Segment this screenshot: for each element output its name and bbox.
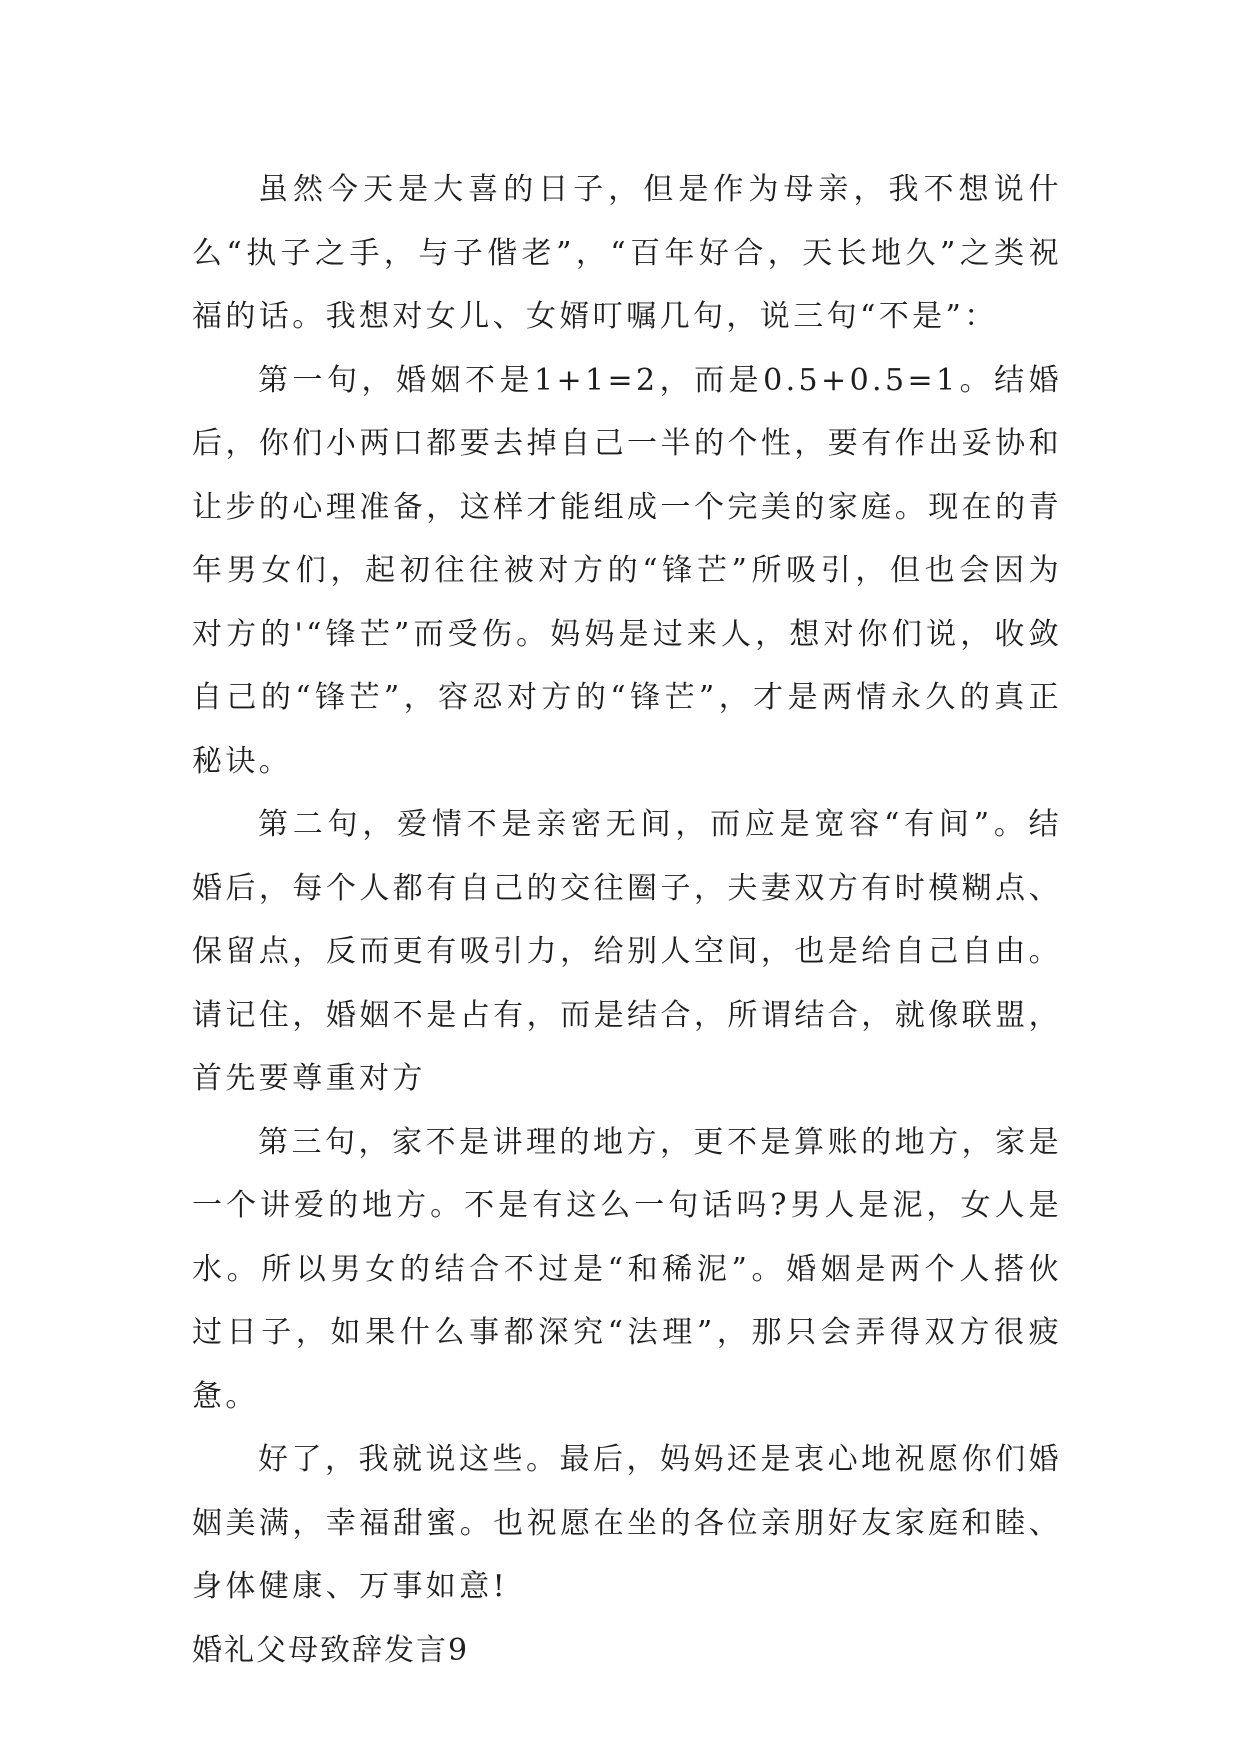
paragraph-closing: 好了，我就说这些。最后，妈妈还是衷心地祝愿你们婚姻美满，幸福甜蜜。也祝愿在坐的各位亲朋好友家庭和睦、身体健康、万事如意! (192, 1442, 1062, 1604)
section-heading: 婚礼父母致辞发言9 (192, 1632, 470, 1668)
paragraph-first-point: 第一句，婚姻不是1+1=2，而是0.5+0.5=1。结婚后，你们小两口都要去掉自己一半的个性，要有作出妥协和让步的心理准备，这样才能组成一个完美的家庭。现在的青年男女们，起初往往被对方的“锋芒”所吸引，但也会因为对方的'“锋芒”而受伤。妈妈是过来人，想对你们说，收敛自己的“锋芒”，容忍对方的“锋芒”，才是两情永久的真正秘诀。 (192, 362, 1062, 779)
paragraph-second-point: 第二句，爱情不是亲密无间，而应是宽容“有间”。结婚后，每个人都有自己的交往圈子，夫妻双方有时模糊点、保留点，反而更有吸引力，给别人空间，也是给自己自由。请记住，婚姻不是占有，而是结合，所谓结合，就像联盟，首先要尊重对方 (192, 807, 1062, 1096)
paragraph-opening: 虽然今天是大喜的日子，但是作为母亲，我不想说什么“执子之手，与子偕老”，“百年好合，天长地久”之类祝福的话。我想对女儿、女婿叮嘱几句，说三句“不是”： (192, 172, 1062, 334)
paragraph-third-point: 第三句，家不是讲理的地方，更不是算账的地方，家是一个讲爱的地方。不是有这么一句话吗?男人是泥，女人是水。所以男女的结合不过是“和稀泥”。婚姻是两个人搭伙过日子，如果什么事都深究“法理”，那只会弄得双方很疲惫。 (192, 1124, 1062, 1414)
document-body (192, 158, 1062, 1682)
